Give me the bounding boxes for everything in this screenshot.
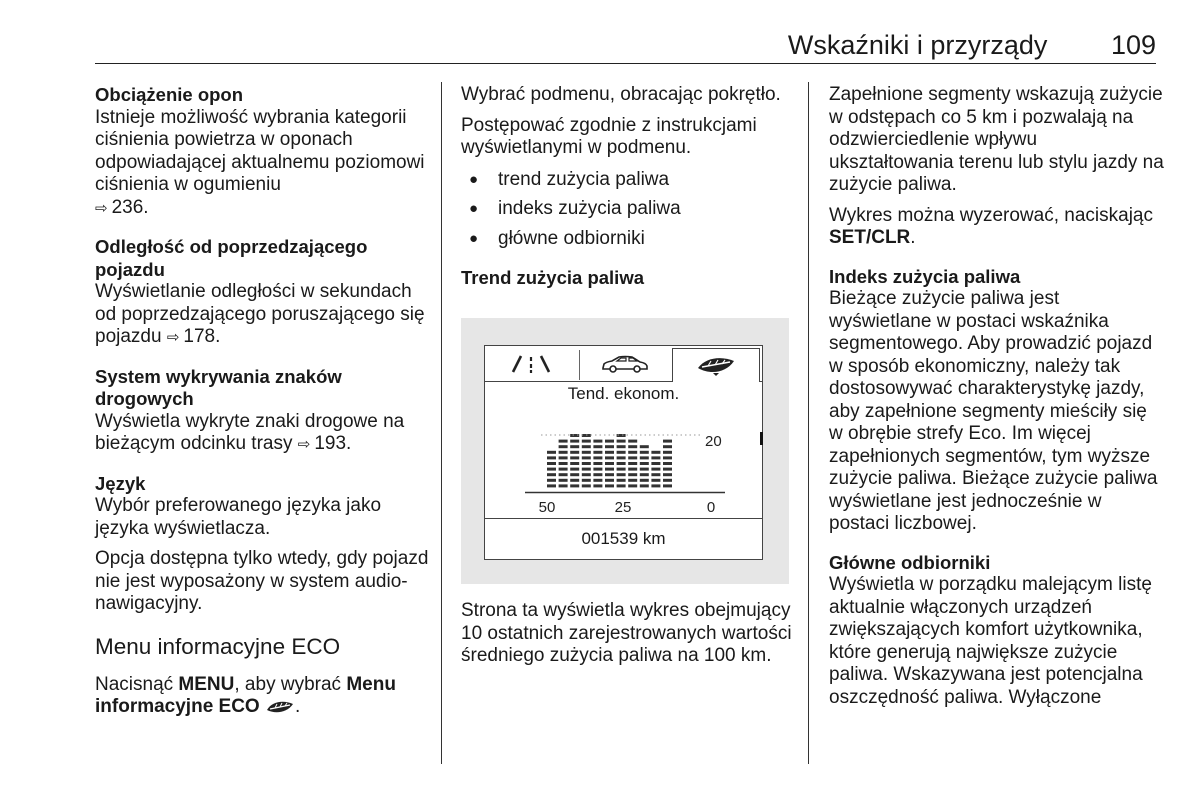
header-rule	[95, 63, 1156, 64]
chart-bar	[617, 434, 626, 487]
list-item: ● główne odbiorniki	[461, 228, 791, 251]
eco-menu-text: Nacisnąć MENU, aby wybrać Menu informacyjne ECO .	[95, 673, 396, 717]
trend-description-text: Strona ta wyświetla wykres obejmujący 10 ostatnich zarejestrowanych wartości średniego zużycia paliwa na 100 km.	[461, 600, 792, 666]
tire-load-text: Istnieje możliwość wybrania kategorii ciśnienia powietrza w oponach odpowiadającej aktualnemu poziomowi ciśnienia w ogumieniu ⇨ 236.	[95, 107, 430, 221]
chart-bar	[628, 440, 637, 488]
heading-language: Język	[95, 472, 146, 494]
set-clr-label: SET/CLR	[829, 227, 911, 248]
column-divider-2	[808, 82, 809, 764]
chart-bar	[559, 440, 568, 488]
column-3	[829, 84, 1164, 709]
column-1	[95, 84, 430, 719]
language-note: Opcja dostępna tylko wtedy, gdy pojazd nie jest wyposażony w system audio-nawigacyjny.	[95, 548, 429, 614]
heading-trend: Trend zużycia paliwa	[461, 267, 645, 288]
page-number: 109	[1110, 30, 1156, 60]
road-icon	[509, 354, 553, 374]
list-item: ● trend zużycia paliwa	[461, 169, 791, 192]
eco-leaf-icon	[694, 355, 738, 377]
menu-button-label: MENU	[178, 673, 235, 695]
segments-text: Zapełnione segmenty wskazują zużycie w odstępach co 5 km i pozwalają na odzwierciedlenie wpływu ukształtowania terenu lub stylu jazdy na zużycie paliwa.	[829, 84, 1164, 195]
page-ref: ⇨ 236.	[95, 197, 149, 218]
car-icon	[600, 354, 650, 374]
submenu-list	[461, 169, 791, 251]
reset-text: Wykres można wyzerować, naciskając SET/CLR.	[829, 204, 1153, 248]
heading-main-consumers: Główne odbiorniki	[829, 551, 991, 573]
main-consumers-text: Wyświetla w porządku malejącym listę aktualnie włączonych urządzeń zwiększających komfort użytkownika, które generują największe zużycie paliwa. Wskazywana jest potencjalna oszczędność paliwa. Wyłączone	[829, 574, 1152, 708]
instructions-text: Postępować zgodnie z instrukcjami wyświetlanymi w podmenu.	[461, 114, 757, 158]
chart-bar	[663, 440, 672, 488]
traffic-sign-text: Wyświetla wykryte znaki drogowe na bieżącym odcinku trasy ⇨ 193.	[95, 411, 430, 457]
section-title: Wskaźniki i przyrządy	[787, 30, 1048, 60]
consumption-index-text: Bieżące zużycie paliwa jest wyświetlane w postaci wskaźnika segmentowego. Aby prowadzić pojazd w sposób ekonomiczny, należy tak dostosowywać charakterystykę jazdy, aby zapełnione segmenty mieściły się w obrębie strefy Eco. Im więcej zapełnionych segmentów, tym wyższe zużycie paliwa. Bieżące zużycie paliwa wyświetlane jest jednocześnie w postaci liczbowej.	[829, 288, 1158, 534]
column-2	[461, 84, 791, 290]
odometer-value: 001539 km	[581, 529, 666, 548]
heading-tire-load: Obciążenie opon	[95, 84, 244, 105]
chart-bar	[651, 451, 660, 488]
display-tabs	[485, 346, 762, 382]
chart-bar	[570, 434, 579, 487]
odometer-rule	[485, 518, 762, 519]
heading-traffic-sign: System wykrywania znaków drogowych	[95, 365, 342, 409]
eco-display-illustration	[461, 318, 789, 584]
tab-road	[487, 346, 575, 381]
chart-bar	[593, 440, 602, 488]
eco-leaf-icon	[265, 700, 295, 714]
x-tick-label: 50	[538, 499, 556, 516]
y-tick-label: 20	[705, 433, 722, 450]
chart-bar	[605, 440, 614, 488]
display-screen	[484, 345, 763, 560]
tab-eco	[672, 348, 760, 382]
display-caption: Tend. ekonom.	[567, 384, 680, 403]
chart-bar	[640, 445, 649, 487]
heading-eco-menu: Menu informacyjne ECO	[95, 633, 341, 659]
page-header	[788, 30, 1156, 61]
scrollbar-indicator	[760, 432, 763, 445]
language-text: Wybór preferowanego języka jako języka wyświetlacza.	[95, 495, 382, 539]
eco-menu-name: Menu informacyjne ECO	[95, 673, 396, 717]
chart-bar	[547, 451, 556, 488]
x-tick-label: 0	[706, 499, 716, 516]
tab-car	[581, 346, 669, 381]
column-divider-1	[441, 82, 442, 764]
heading-following-distance: Odległość od poprzedzającego pojazdu	[95, 236, 368, 280]
page-ref: ⇨ 178.	[167, 326, 221, 347]
trend-description	[461, 600, 796, 668]
list-item: ● indeks zużycia paliwa	[461, 198, 791, 221]
x-tick-label: 25	[614, 499, 632, 516]
heading-consumption-index: Indeks zużycia paliwa	[829, 265, 1021, 287]
page-ref: ⇨ 193.	[298, 433, 352, 454]
submenu-text: Wybrać podmenu, obracając pokrętło.	[461, 84, 781, 105]
following-distance-text: Wyświetlanie odległości w sekundach od poprzedzającego poruszającego się pojazdu ⇨ 178.	[95, 281, 430, 350]
chart-bar	[582, 434, 591, 487]
trend-chart-svg	[485, 406, 762, 518]
